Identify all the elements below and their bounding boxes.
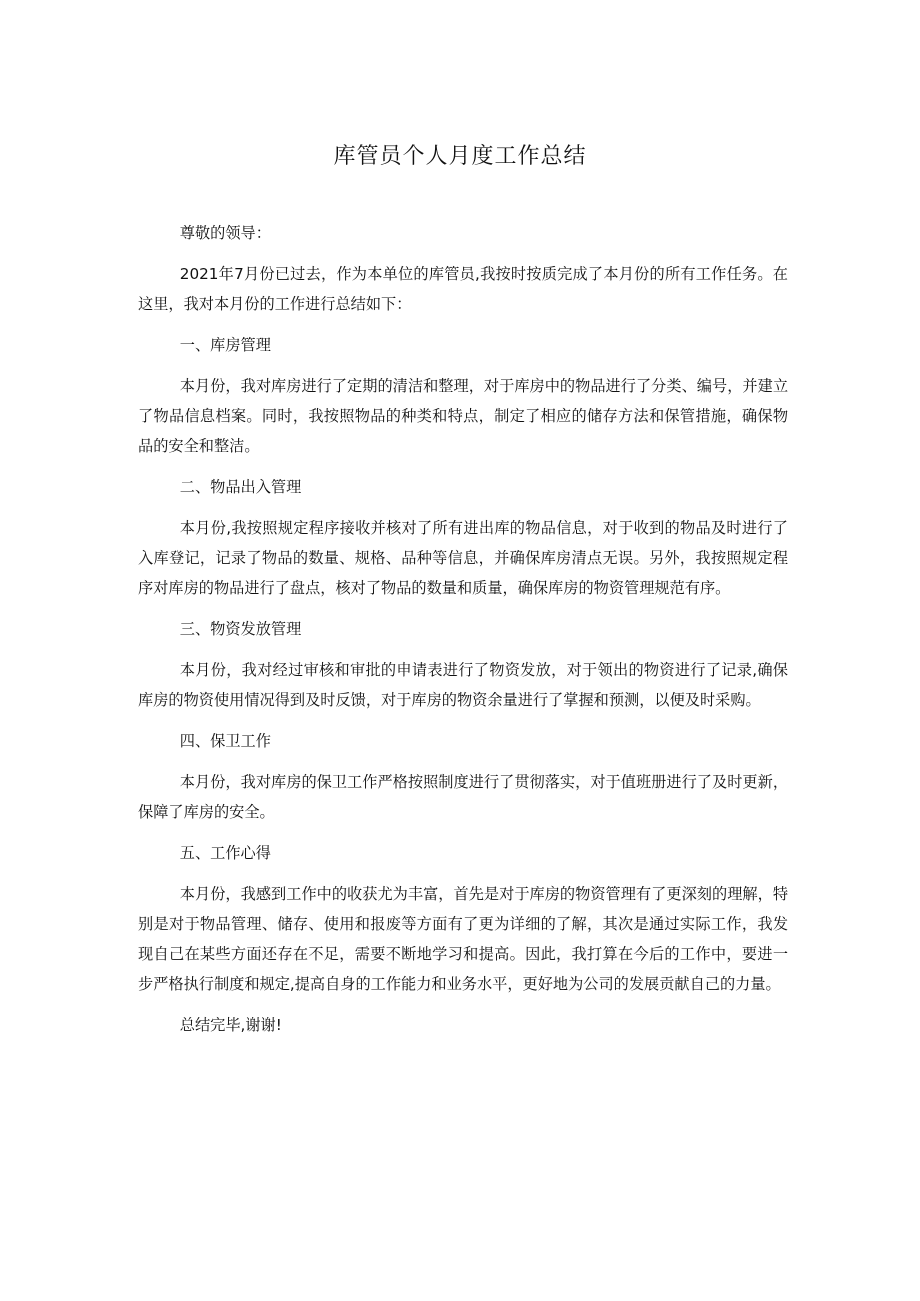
- document-body: [138, 218, 788, 1051]
- section-body-insights: 本月份，我感到工作中的收获尤为丰富，首先是对于库房的物资管理有了更深刻的理解，特别是对于物品管理、储存、使用和报废等方面有了更为详细的了解，其次是通过实际工作，我发现自己在某些方面还存在不足，需要不断地学习和提高。因此，我打算在今后的工作中，要进一步严格执行制度和规定,提高自身的工作能力和业务水平，更好地为公司的发展贡献自己的力量。: [138, 885, 788, 993]
- section-heading-inout: 二、物品出入管理: [179, 478, 302, 496]
- greeting: 尊敬的领导：: [179, 224, 271, 242]
- section-body-security: 本月份，我对库房的保卫工作严格按照制度进行了贯彻落实，对于值班册进行了及时更新，保障了库房的安全。: [138, 773, 788, 821]
- section-body-distribution: 本月份，我对经过审核和审批的申请表进行了物资发放，对于领出的物资进行了记录,确保库房的物资使用情况得到及时反馈，对于库房的物资余量进行了掌握和预测，以便及时采购。: [138, 661, 788, 709]
- section-heading-distribution: 三、物资发放管理: [179, 620, 302, 638]
- section-heading-warehouse: 一、库房管理: [179, 336, 271, 354]
- section-body-inout: 本月份,我按照规定程序接收并核对了所有进出库的物品信息，对于收到的物品及时进行了入库登记，记录了物品的数量、规格、品种等信息，并确保库房清点无误。另外，我按照规定程序对库房的物品进行了盘点，核对了物品的数量和质量，确保库房的物资管理规范有序。: [138, 519, 788, 597]
- section-body-warehouse: 本月份，我对库房进行了定期的清洁和整理，对于库房中的物品进行了分类、编号，并建立了物品信息档案。同时，我按照物品的种类和特点，制定了相应的储存方法和保管措施，确保物品的安全和整洁。: [138, 377, 788, 455]
- closing-line: 总结完毕,谢谢!: [179, 1016, 282, 1034]
- section-heading-insights: 五、工作心得: [179, 844, 271, 862]
- document-title: 库管员个人月度工作总结: [333, 144, 587, 169]
- intro-paragraph: 2021年7月份已过去，作为本单位的库管员,我按时按质完成了本月份的所有工作任务。在这里，我对本月份的工作进行总结如下：: [138, 265, 788, 313]
- section-heading-security: 四、保卫工作: [179, 732, 271, 750]
